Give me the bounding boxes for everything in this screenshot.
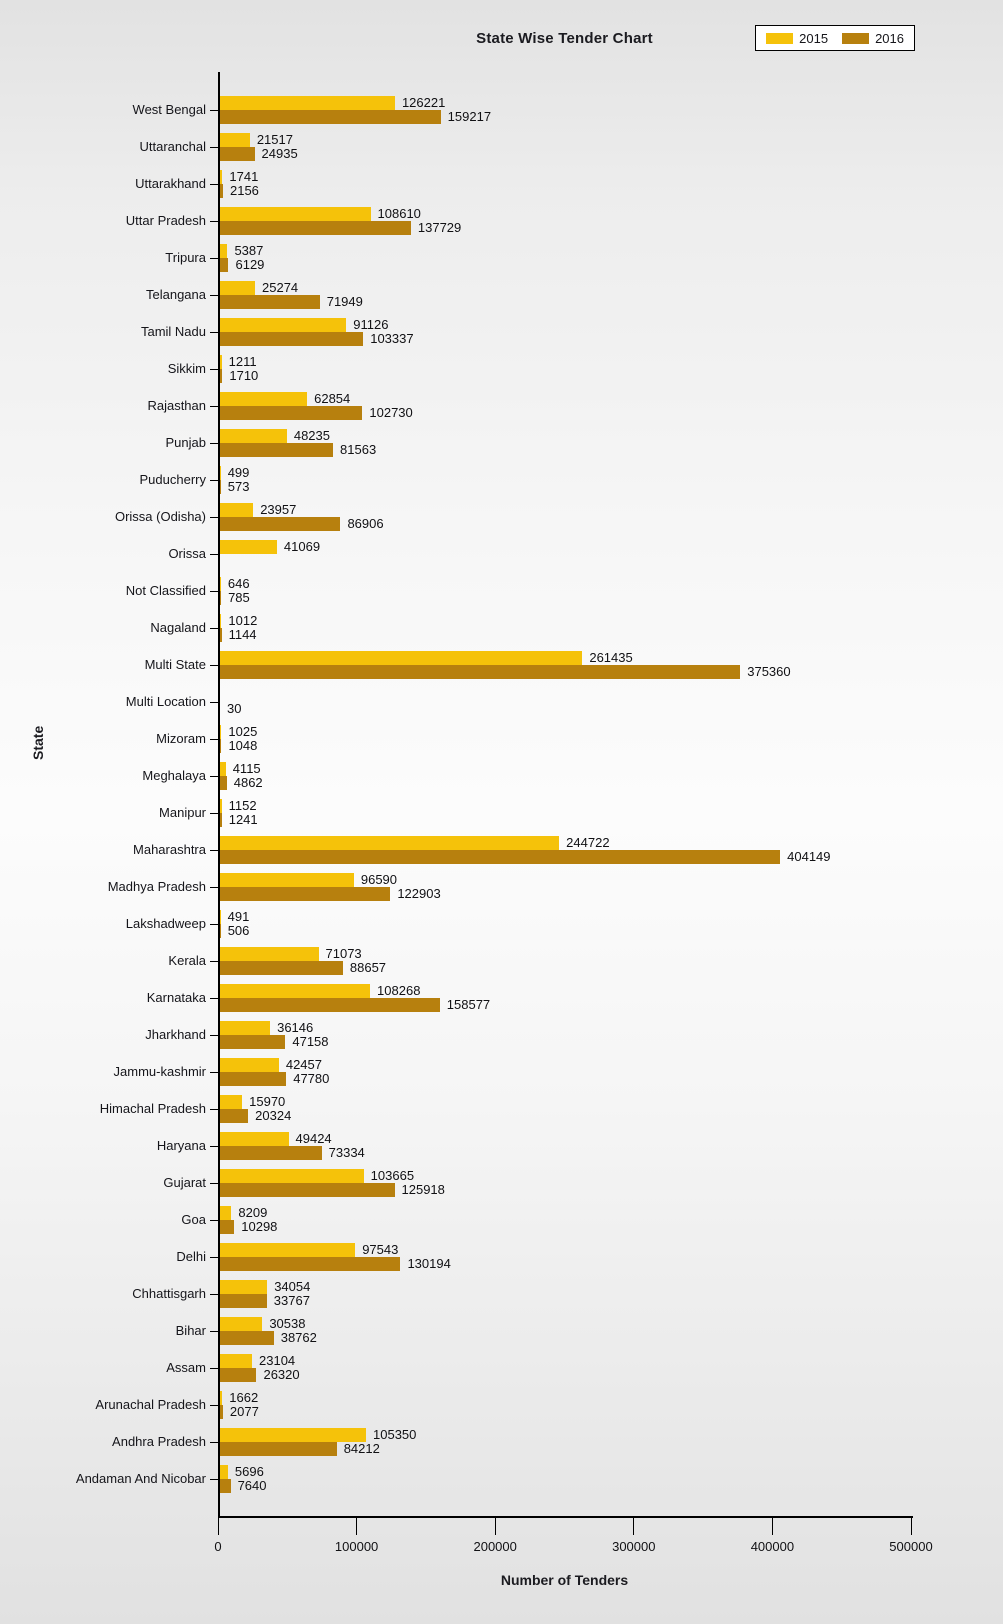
bar-2016[interactable] [220,591,221,605]
bar-2016[interactable] [220,1442,337,1456]
bar-value-2016: 81563 [340,441,377,457]
y-axis-tick [210,628,220,629]
bar-value-2015: 25274 [262,279,299,295]
x-tick-label: 500000 [889,1539,933,1554]
bar-2015[interactable] [220,207,371,221]
bar-2016[interactable] [220,332,363,346]
y-axis-tick [210,147,220,148]
bar-2016[interactable] [220,406,362,420]
chart-title: State Wise Tender Chart [476,30,653,47]
bar-value-2015: 21517 [256,131,293,147]
bar-value-2015: 1012 [228,612,258,628]
y-axis-tick [210,1479,220,1480]
bar-row [125,572,913,609]
bar-2015[interactable] [220,96,395,110]
bar-value-2015: 96590 [360,871,398,887]
bar-2015[interactable] [220,1280,267,1294]
legend-swatch-2016 [842,33,869,44]
y-axis-label: Multi Location [125,694,206,709]
bar-2015[interactable] [220,244,227,258]
bar-value-2016: 2077 [229,1403,259,1419]
bar-value-2016: 30 [227,700,242,716]
bar-value-2015: 108610 [377,205,421,221]
x-tick-mark [772,1518,773,1535]
bar-2016[interactable] [220,998,440,1012]
y-axis-tick [210,1368,220,1369]
bar-2015[interactable] [220,1243,355,1257]
bar-row [145,1016,913,1053]
legend-item-2015[interactable] [766,31,828,46]
bar-value-2015: 30538 [269,1315,306,1331]
bar-value-2016: 1144 [228,626,257,642]
y-axis-tick [210,480,220,481]
bar-value-2015: 62854 [314,390,351,406]
bar-2015[interactable] [220,540,277,554]
bar-value-2016: 71949 [326,293,363,309]
bar-row [156,1127,913,1164]
y-axis-tick [210,702,220,703]
bar-2016[interactable] [220,1405,223,1419]
bar-2016[interactable] [220,369,222,383]
bar-row [175,1312,913,1349]
y-axis-label: Arunachal Pradesh [95,1397,206,1412]
y-axis-label: Gujarat [163,1175,206,1190]
y-axis-label: Tamil Nadu [140,324,206,339]
y-axis-label: Not Classified [125,583,206,598]
bar-2015[interactable] [220,910,221,924]
bar-value-2016: 10298 [241,1218,278,1234]
y-axis-tick [210,332,220,333]
bar-row [144,646,913,683]
y-axis-tick [210,924,220,925]
y-axis-tick [210,1331,220,1332]
bar-2015[interactable] [220,318,346,332]
y-axis-tick [210,1405,220,1406]
bar-2016[interactable] [220,739,221,753]
y-axis-label: Telangana [146,287,206,302]
bar-2015[interactable] [220,984,370,998]
y-axis-tick [210,295,220,296]
bar-2016[interactable] [220,1035,285,1049]
bar-value-2015: 8209 [238,1204,268,1220]
y-axis-tick [210,776,220,777]
bar-value-2016: 506 [227,922,250,938]
bar-2015[interactable] [220,873,354,887]
bar-row [114,498,913,535]
bar-value-2016: 84212 [343,1440,380,1456]
bar-value-2015: 36146 [277,1019,314,1035]
bar-value-2015: 261435 [589,649,633,665]
bar-2016[interactable] [220,221,411,235]
y-axis-label: Rajasthan [147,398,206,413]
bar-row [181,1201,913,1238]
y-axis-label: Andhra Pradesh [112,1434,206,1449]
y-axis-tick [210,110,220,111]
bar-row [99,1090,913,1127]
bar-value-2016: 375360 [747,663,791,679]
bar-value-2016: 158577 [446,996,491,1012]
bar-2016[interactable] [220,147,255,161]
bar-value-2016: 125918 [401,1181,445,1197]
bar-2015[interactable] [220,170,222,184]
bar-rows [75,91,913,1497]
y-axis-label: Mizoram [156,731,206,746]
y-axis-label: Maharashtra [133,842,206,857]
bar-value-2016: 86906 [347,515,384,531]
bar-row [176,1238,913,1275]
bar-value-2016: 47158 [292,1033,329,1049]
bar-row [125,683,913,720]
bar-value-2016: 159217 [447,108,492,124]
bar-row [139,128,913,165]
bar-2015[interactable] [220,133,250,147]
y-axis-label: Goa [181,1212,206,1227]
bar-2016[interactable] [220,887,390,901]
bar-value-2016: 33767 [273,1292,310,1308]
y-axis-tick [210,258,220,259]
y-axis-tick [210,850,220,851]
bar-row [165,239,913,276]
bar-value-2015: 1025 [228,723,258,739]
bar-row [147,387,913,424]
y-axis-tick [210,1183,220,1184]
bar-value-2016: 785 [228,589,250,605]
y-axis-label: Meghalaya [142,768,206,783]
bar-2015[interactable] [220,651,582,665]
bar-value-2016: 6129 [235,256,265,272]
y-axis-label: Puducherry [139,472,206,487]
x-tick-mark [633,1518,634,1535]
bar-2016[interactable] [220,850,780,864]
bar-2016[interactable] [220,1257,400,1271]
bar-row [140,313,913,350]
bar-2016[interactable] [220,813,222,827]
y-axis-tick [210,517,220,518]
bar-row [113,1053,913,1090]
y-axis-label: Delhi [176,1249,206,1264]
bar-value-2015: 71073 [325,945,362,961]
bar-value-2015: 5387 [234,242,264,258]
y-axis-tick [210,554,220,555]
bar-2016[interactable] [220,517,340,531]
bar-value-2016: 38762 [280,1329,317,1345]
bar-row [75,1460,913,1497]
bar-2015[interactable] [220,355,222,369]
bar-2015[interactable] [220,614,221,628]
bar-value-2016: 2156 [229,182,259,198]
bar-row [165,424,913,461]
y-axis-tick [210,443,220,444]
bar-value-2016: 137729 [417,219,462,235]
bar-2015[interactable] [220,1317,262,1331]
bar-value-2015: 41069 [283,538,321,554]
y-axis-title: State [30,725,46,760]
bar-value-2016: 24935 [261,145,298,161]
legend-item-2016[interactable] [842,31,904,46]
plot-area [75,72,913,1518]
legend-label-2016: 2016 [875,30,904,46]
bar-2016[interactable] [220,1294,267,1308]
y-axis-label: Lakshadweep [125,916,206,931]
bar-value-2016: 4862 [233,774,263,790]
bar-value-2016: 73334 [328,1144,365,1160]
bar-2016[interactable] [220,665,740,679]
x-tick-label: 200000 [473,1539,517,1554]
bar-2015[interactable] [220,466,221,480]
y-axis-tick [210,1109,220,1110]
bar-row [168,535,913,572]
bar-value-2015: 1662 [229,1389,259,1405]
y-axis-label: Bihar [175,1323,206,1338]
bar-value-2016: 404149 [787,848,831,864]
y-axis-tick [210,1072,220,1073]
bar-value-2015: 1741 [229,168,259,184]
bar-value-2015: 126221 [401,94,446,110]
bar-2016[interactable] [220,1109,248,1123]
bar-2016[interactable] [220,1220,234,1234]
y-axis-label: Uttarakhand [135,176,206,191]
bar-2016[interactable] [220,1368,256,1382]
bar-value-2016: 7640 [237,1477,267,1493]
y-axis-label: Orissa [168,546,206,561]
bar-row [132,91,913,128]
bar-2016[interactable] [220,924,221,938]
bar-value-2015: 4115 [232,760,261,776]
x-tick-mark [495,1518,496,1535]
bar-row [125,905,913,942]
bar-value-2016: 102730 [369,404,413,420]
bar-value-2016: 103337 [370,330,414,346]
bar-value-2015: 91126 [353,316,389,332]
bar-2016[interactable] [220,1479,231,1493]
y-axis-label: Haryana [156,1138,206,1153]
bar-row [150,609,913,646]
y-axis-label: West Bengal [132,102,206,117]
bar-row [135,165,913,202]
bar-value-2015: 105350 [373,1426,417,1442]
bar-value-2015: 108268 [377,982,421,998]
y-axis-label: Uttar Pradesh [125,213,206,228]
bar-row [167,350,913,387]
y-axis-tick [210,591,220,592]
y-axis-label: Manipur [159,805,206,820]
bar-2016[interactable] [220,295,320,309]
bar-2016[interactable] [220,1072,286,1086]
bar-2015[interactable] [220,836,559,850]
y-axis-tick [210,369,220,370]
y-axis-label: Jharkhand [145,1027,206,1042]
bar-2015[interactable] [220,762,226,776]
y-axis-tick [210,887,220,888]
bar-row [142,757,913,794]
y-axis-label: Orissa (Odisha) [114,509,206,524]
x-tick-label: 0 [214,1539,222,1554]
bar-value-2016: 88657 [349,959,387,975]
bar-2015[interactable] [220,947,319,961]
y-axis-label: Madhya Pradesh [107,879,206,894]
bar-2015[interactable] [220,1465,228,1479]
bar-2015[interactable] [220,429,287,443]
bar-2016[interactable] [220,1331,274,1345]
bar-2015[interactable] [220,1058,279,1072]
bar-2015[interactable] [220,577,221,591]
bar-2015[interactable] [220,799,222,813]
bar-value-2015: 244722 [566,834,610,850]
y-axis-tick [210,1035,220,1036]
y-axis-label: Karnataka [146,990,206,1005]
x-tick-label: 100000 [334,1539,379,1554]
bar-row [107,868,913,905]
bar-2016[interactable] [220,443,333,457]
y-axis-label: Assam [166,1360,206,1375]
bar-value-2016: 47780 [293,1070,330,1086]
bar-value-2015: 97543 [362,1241,399,1257]
bar-2015[interactable] [220,392,307,406]
bar-2015[interactable] [220,1428,366,1442]
bar-value-2016: 1710 [229,367,259,383]
bar-2015[interactable] [220,1132,289,1146]
bar-value-2015: 103665 [370,1167,415,1183]
bar-value-2015: 23957 [260,501,297,517]
bar-2015[interactable] [220,1206,231,1220]
bar-2016[interactable] [220,776,227,790]
x-tick-mark [911,1518,912,1535]
bar-value-2016: 130194 [407,1255,451,1271]
bar-value-2015: 23104 [259,1352,296,1368]
bar-2016[interactable] [220,961,343,975]
bar-2015[interactable] [220,1391,222,1405]
y-axis-label: Tripura [165,250,206,265]
bar-value-2015: 1152 [228,797,257,813]
y-axis-label: Kerala [168,953,206,968]
x-tick-mark [356,1518,357,1535]
bar-value-2015: 1211 [228,353,257,369]
bar-value-2015: 42457 [285,1056,322,1072]
y-axis-tick [210,813,220,814]
y-axis-tick [210,665,220,666]
bar-value-2015: 491 [227,908,250,924]
y-axis-tick [210,998,220,999]
bar-row [132,1275,913,1312]
bar-value-2016: 573 [227,478,250,494]
bar-row [156,720,913,757]
bar-2016[interactable] [220,110,441,124]
bar-2016[interactable] [220,258,228,272]
y-axis-tick [210,1220,220,1221]
y-axis-tick [210,221,220,222]
y-axis-tick [210,1442,220,1443]
bar-2015[interactable] [220,503,253,517]
y-axis-label: Jammu-kashmir [113,1064,206,1079]
bar-2016[interactable] [220,1146,322,1160]
bar-value-2015: 49424 [295,1130,332,1146]
bar-value-2016: 1048 [228,737,258,753]
y-axis-label: Nagaland [150,620,206,635]
bar-value-2015: 646 [227,575,250,591]
bar-row [139,461,913,498]
bar-2015[interactable] [220,281,255,295]
y-axis-label: Punjab [165,435,206,450]
x-axis [214,1518,933,1578]
y-axis-label: Multi State [144,657,206,672]
y-axis-label: Andaman And Nicobar [75,1471,206,1486]
bar-value-2015: 34054 [274,1278,311,1294]
bar-2016[interactable] [220,628,222,642]
y-axis-label: Himachal Pradesh [99,1101,206,1116]
bar-2016[interactable] [220,1183,395,1197]
bar-2015[interactable] [220,725,221,739]
y-axis-tick [210,961,220,962]
y-axis-label: Sikkim [167,361,206,376]
y-axis-tick [210,1146,220,1147]
bar-value-2015: 499 [227,464,250,480]
y-axis-tick [210,1294,220,1295]
bar-row [159,794,913,831]
y-axis-tick [210,1257,220,1258]
bar-value-2015: 5696 [234,1463,264,1479]
legend [755,25,915,51]
legend-label-2015: 2015 [799,30,829,46]
bar-row [146,276,913,313]
bar-row [95,1386,913,1423]
bar-value-2015: 15970 [249,1093,286,1109]
x-tick-label: 300000 [612,1539,656,1554]
bar-row [125,202,913,239]
bar-row [146,979,913,1016]
bar-2015[interactable] [220,1021,270,1035]
bar-value-2016: 20324 [255,1107,292,1123]
bar-value-2015: 48235 [293,427,330,443]
bar-2015[interactable] [220,1354,252,1368]
bar-2015[interactable] [220,1095,242,1109]
bar-2015[interactable] [220,1169,364,1183]
bar-value-2016: 1241 [228,811,258,827]
y-axis-tick [210,406,220,407]
bar-row [133,831,913,868]
bar-value-2016: 122903 [397,885,441,901]
bar-value-2016: 26320 [263,1366,300,1382]
bar-row [166,1349,913,1386]
x-tick-mark [218,1518,219,1535]
bar-row [168,942,913,979]
y-axis-tick [210,739,220,740]
bar-row [163,1164,913,1201]
legend-swatch-2015 [766,33,793,44]
x-axis-title: Number of Tenders [500,1572,629,1588]
y-axis-tick [210,184,220,185]
bar-2016[interactable] [220,184,223,198]
y-axis-label: Uttaranchal [139,139,206,154]
y-axis-label: Chhattisgarh [132,1286,206,1301]
x-tick-label: 400000 [750,1539,795,1554]
bar-2016[interactable] [220,480,221,494]
bar-row [112,1423,913,1460]
